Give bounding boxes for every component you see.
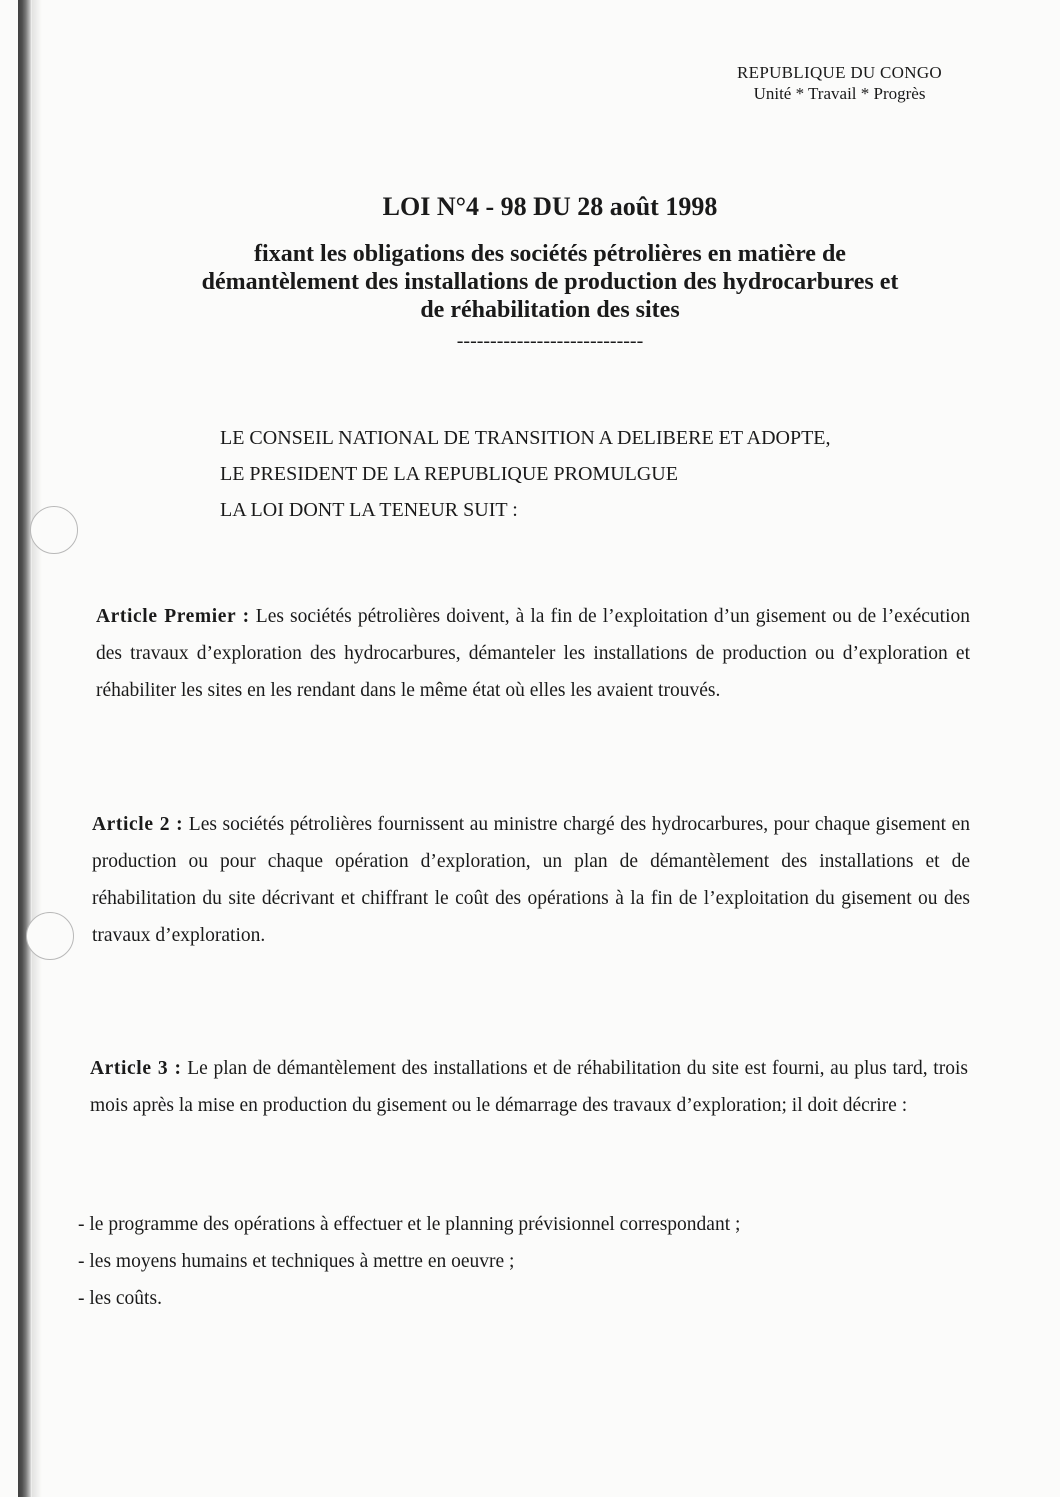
article-2 <box>92 806 970 954</box>
binding-edge <box>18 0 32 1497</box>
national-motto: Unité * Travail * Progrès <box>753 84 926 103</box>
article-3 <box>90 1050 968 1124</box>
preamble-line: LE CONSEIL NATIONAL DE TRANSITION A DELIBERE ET ADOPTE, <box>220 427 831 449</box>
article-text: Le plan de démantèlement des installations et de réhabilitation du site est fourni, au plus tard, trois mois après la mise en production du gisement ou le démarrage des travaux d’exploration; il doit décrire : <box>90 1058 968 1116</box>
list-item: - le programme des opérations à effectuer et le planning prévisionnel correspondant ; <box>78 1214 741 1235</box>
title-separator: ---------------------------- <box>456 330 644 352</box>
preamble <box>220 420 831 528</box>
preamble-line: LE PRESIDENT DE LA REPUBLIQUE PROMULGUE <box>220 463 678 485</box>
binding-shadow <box>32 0 42 1497</box>
preamble-line: LA LOI DONT LA TENEUR SUIT : <box>220 499 518 521</box>
law-title: LOI N°4 - 98 DU 28 août 1998 <box>382 192 718 221</box>
country-name: REPUBLIQUE DU CONGO <box>737 63 942 82</box>
article-text: Les sociétés pétrolières doivent, à la fin de l’exploitation d’un gisement ou de l’exécution des travaux d’exploration des hydrocarbures, démanteler les installations de production ou d’exploration et réhabiliter les sites en les rendant dans le même état où elles les avaient trouvés. <box>96 606 970 701</box>
punch-hole <box>30 506 78 554</box>
document-header <box>737 62 942 104</box>
list-item: - les moyens humains et techniques à mettre en oeuvre ; <box>78 1251 515 1272</box>
list-item: - les coûts. <box>78 1288 162 1309</box>
article-premier <box>96 598 970 709</box>
article-label: Article Premier : <box>96 606 250 627</box>
article-label: Article 2 : <box>92 814 184 835</box>
law-subtitle: fixant les obligations des sociétés pétrolières en matière de démantèlement des installations de production des hydrocarbures et de réhabilitation des sites <box>201 241 899 323</box>
article-label: Article 3 : <box>90 1058 182 1079</box>
punch-hole <box>26 912 74 960</box>
article-text: Les sociétés pétrolières fournissent au ministre chargé des hydrocarbures, pour chaque gisement en production ou pour chaque opération d’exploration, un plan de démantèlement des installations et de réhabilitation du site décrivant et chiffrant le coût des opérations à la fin de l’exploitation du gisement ou des travaux d’exploration. <box>92 814 970 946</box>
article-3-list <box>78 1206 740 1317</box>
